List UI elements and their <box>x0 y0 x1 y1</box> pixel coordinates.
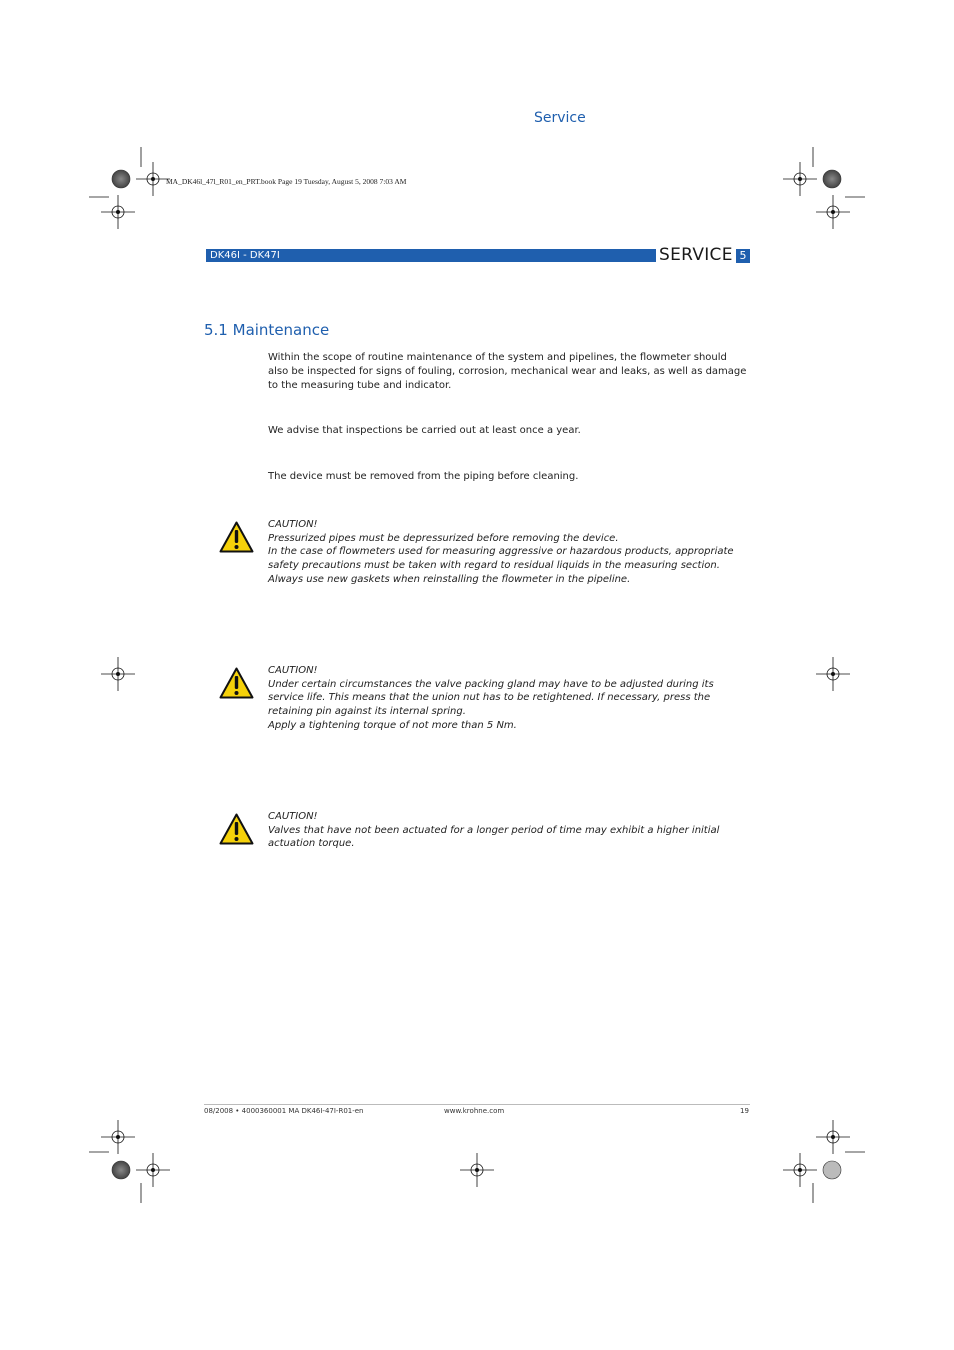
caution-title: CAUTION! <box>268 811 318 822</box>
printer-slug: MA_DK46l_47l_R01_en_PRT.book Page 19 Tuesday, August 5, 2008 7:03 AM <box>166 177 407 186</box>
caution-block-packing-gland <box>268 664 750 733</box>
header-section-number: 5 <box>736 249 750 263</box>
paragraph-frequency: We advise that inspections be carried out at least once a year. <box>268 425 581 436</box>
caution-line: Valves that have not been actuated for a longer period of time may exhibit a higher initial actuation torque. <box>268 824 720 850</box>
warning-triangle-icon <box>219 521 254 553</box>
caution-line: In the case of flowmeters used for measuring aggressive or hazardous products, appropriate safety precautions must be taken with regard to residual liquids in the measuring section. <box>268 546 734 572</box>
color-bar-target-icon <box>112 1161 130 1179</box>
caution-line: Apply a tightening torque of not more than 5 Nm. <box>268 719 517 731</box>
footer-divider <box>204 1104 750 1105</box>
warning-triangle-icon <box>219 667 254 699</box>
paragraph-cleaning: The device must be removed from the piping before cleaning. <box>268 471 579 482</box>
top-service-link[interactable]: Service <box>534 110 586 126</box>
header-product: DK46I - DK47I <box>210 250 280 261</box>
color-bar-target-icon <box>823 1161 841 1179</box>
footer-doc-info: 08/2008 • 4000360001 MA DK46I-47I-R01-en <box>204 1107 364 1115</box>
paragraph-inspection: Within the scope of routine maintenance of the system and pipelines, the flowmeter should also be inspected for signs of fouling, corrosion, mechanical wear and leaks, as well as damage to the measuring tube and indicator. <box>268 352 747 391</box>
section-heading: 5.1 Maintenance <box>204 321 330 339</box>
footer-page-number: 19 <box>740 1107 749 1115</box>
caution-line: Under certain circumstances the valve packing gland may have to be adjusted during its service life. This means that the union nut has to be retightened. If necessary, press the retaining pin against its internal spring. <box>268 678 714 718</box>
warning-triangle-icon <box>219 813 254 845</box>
caution-line: Pressurized pipes must be depressurized before removing the device. <box>268 532 619 544</box>
color-bar-target-icon <box>823 170 841 188</box>
caution-title: CAUTION! <box>268 519 318 530</box>
caution-block-depressurize <box>268 518 750 587</box>
color-bar-target-icon <box>112 170 130 188</box>
caution-title: CAUTION! <box>268 665 318 676</box>
footer-website-link[interactable]: www.krohne.com <box>444 1107 505 1115</box>
caution-line: Always use new gaskets when reinstalling the flowmeter in the pipeline. <box>268 573 631 585</box>
header-section-title: SERVICE <box>659 245 733 265</box>
caution-block-actuation-torque <box>268 810 750 851</box>
